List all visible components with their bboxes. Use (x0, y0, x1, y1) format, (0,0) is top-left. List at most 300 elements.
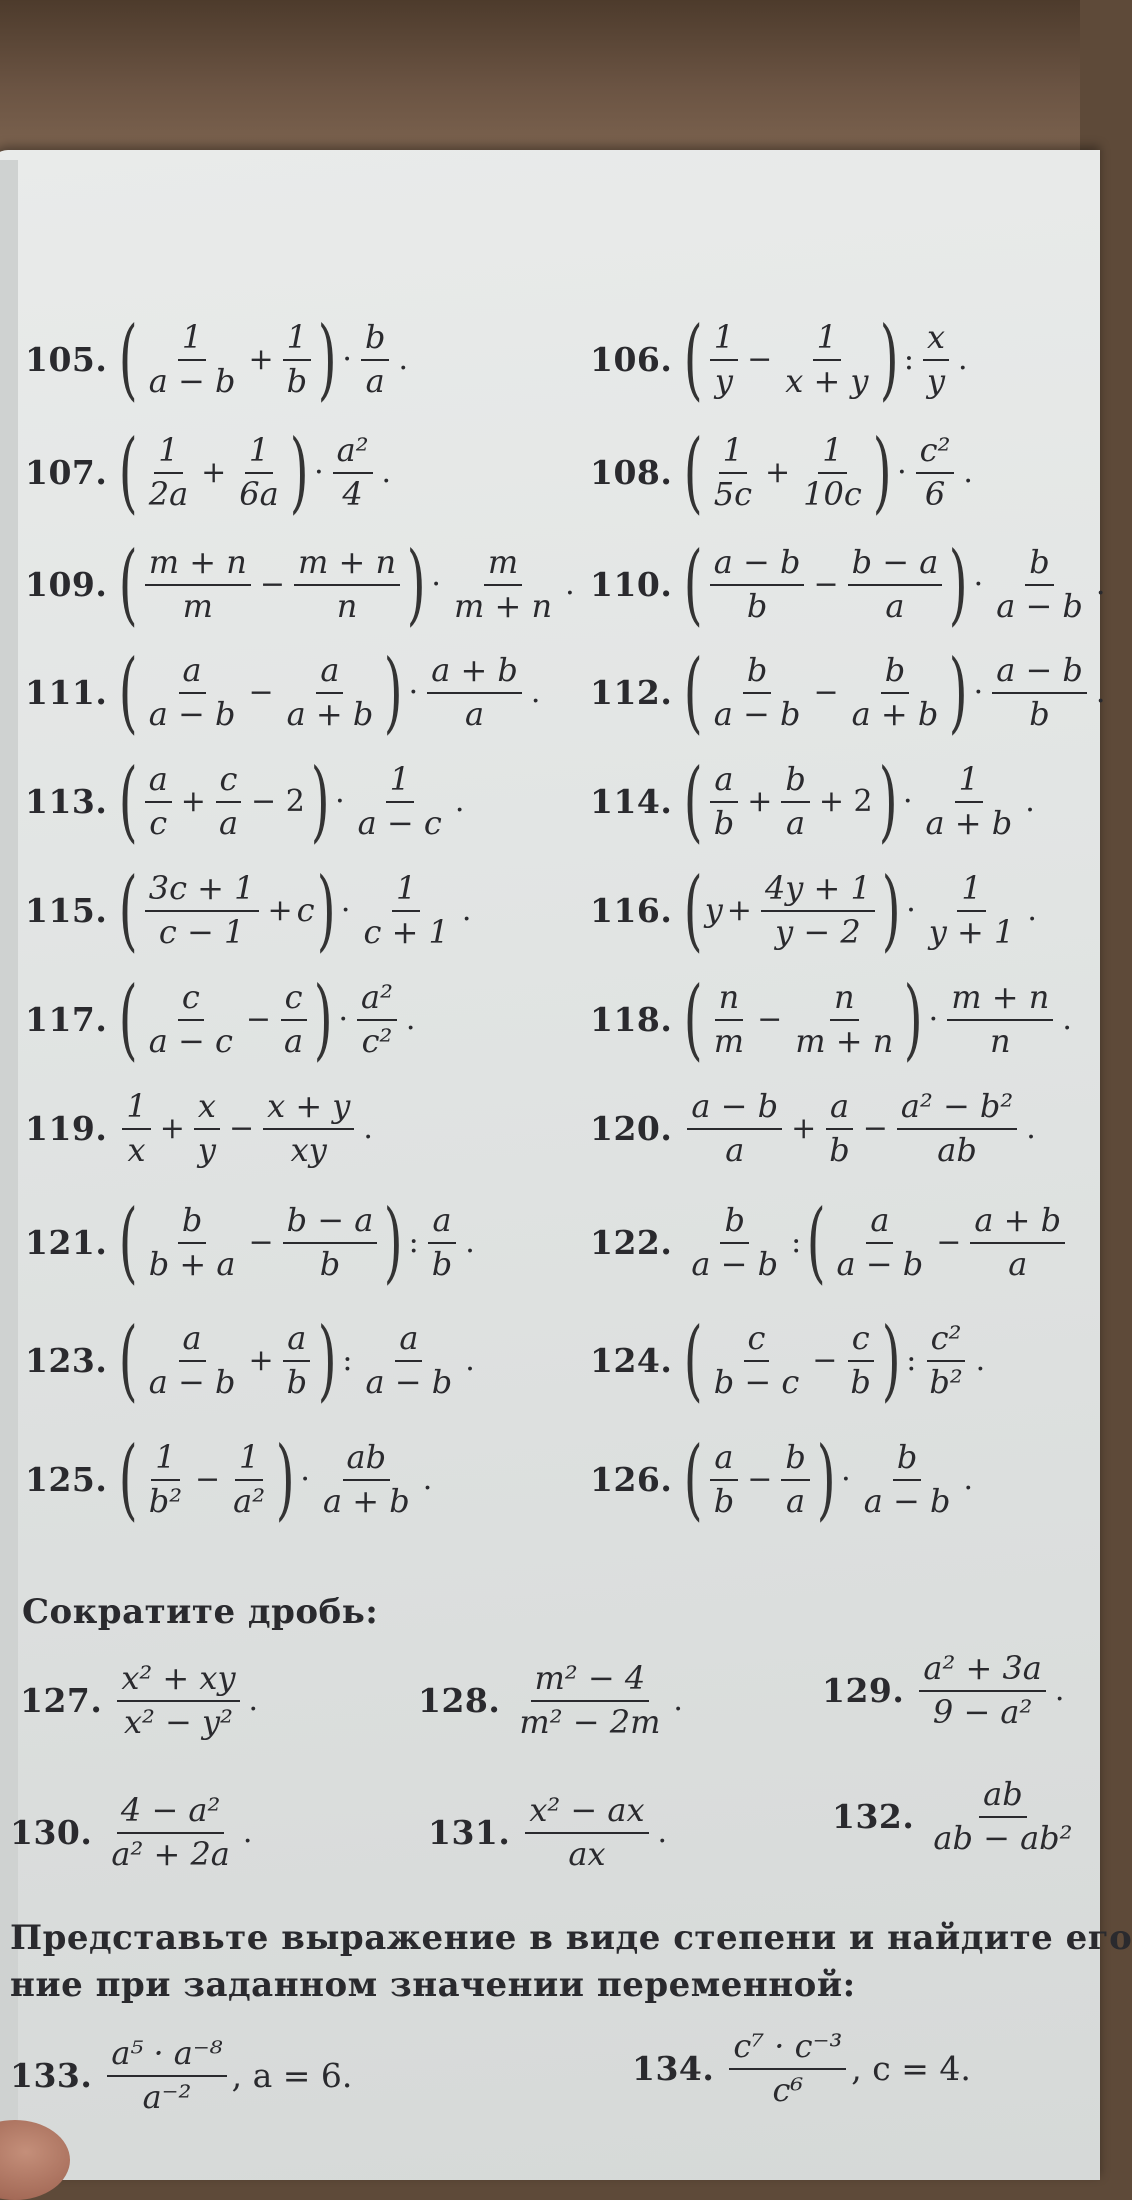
left-paren: ( (119, 749, 138, 852)
exercise-number: 125. (25, 1459, 108, 1499)
operator: · (335, 783, 345, 819)
operator: . (673, 1682, 683, 1718)
operator: . (657, 1814, 668, 1850)
exercise-108 (590, 420, 977, 523)
fraction (825, 1088, 853, 1169)
fraction (710, 761, 738, 842)
denominator: ab − ab² (933, 1818, 1073, 1857)
exercise-123 (25, 1308, 479, 1411)
numerator: a + b (970, 1202, 1065, 1244)
exercise-109 (25, 532, 579, 635)
right-paren: ) (384, 640, 403, 743)
numerator: 1 (245, 432, 273, 474)
denominator: a − b (148, 1362, 236, 1401)
left-paren: ( (684, 640, 703, 743)
fraction (107, 1792, 234, 1873)
operator: · (906, 892, 916, 928)
fraction (970, 1202, 1065, 1283)
exercise-117 (25, 967, 419, 1070)
numerator: c (178, 979, 204, 1021)
numerator: b (1025, 544, 1053, 586)
denominator: a − b (863, 1481, 951, 1520)
fraction (860, 1439, 955, 1520)
left-paren: ( (119, 420, 138, 523)
left-paren: ( (806, 1190, 826, 1293)
section-heading-power-line2: ние при заданном значении переменной: (10, 1965, 856, 2005)
numerator: b (361, 319, 389, 361)
denominator: a − b (148, 694, 236, 733)
denominator: a (786, 1481, 806, 1520)
denominator: b − c (713, 1362, 800, 1401)
fraction (362, 1320, 457, 1401)
numerator: 1 (392, 870, 420, 912)
operator: . (1062, 1001, 1072, 1037)
numerator: a (866, 1202, 893, 1244)
exercise-number: 108. (590, 452, 673, 492)
fraction (848, 544, 943, 625)
denominator: a − b (148, 361, 236, 400)
numerator: a (145, 761, 172, 803)
numerator: 1 (122, 1088, 150, 1130)
operator: − 2 (251, 783, 305, 819)
operator: . (465, 1224, 475, 1260)
right-paren: ) (289, 420, 309, 523)
exercise-number: 127. (20, 1680, 103, 1720)
denominator: a (365, 361, 385, 400)
exercise-number: 131. (428, 1812, 511, 1852)
exercise-128 (418, 1660, 687, 1741)
denominator: a + b (286, 694, 374, 733)
right-paren: ) (816, 1427, 836, 1530)
denominator: y + 1 (928, 912, 1015, 951)
denominator: a (786, 803, 806, 842)
numerator: 1 (235, 1439, 263, 1481)
operator: − (747, 1461, 773, 1497)
numerator: a (179, 652, 206, 694)
denominator: m + n (795, 1021, 894, 1060)
fraction (283, 319, 311, 400)
denominator: c + 1 (363, 912, 449, 951)
denominator: c⁶ (772, 2070, 804, 2109)
exercise-131 (428, 1792, 671, 1873)
fraction (710, 1320, 804, 1401)
operator: . (958, 341, 968, 377)
fraction (925, 1320, 966, 1401)
numerator: c⁷ · c⁻³ (729, 2028, 846, 2070)
section-heading-power-line1: Представьте выражение в виде степени и найдите его (10, 1918, 1132, 1958)
fraction (947, 979, 1053, 1060)
numerator: b (881, 652, 909, 694)
operator: . (963, 454, 973, 490)
operator: . (454, 783, 465, 819)
numerator: b (781, 761, 809, 803)
denominator: a − b (365, 1362, 453, 1401)
fraction (729, 2028, 846, 2109)
fraction (921, 761, 1016, 842)
exercise-122 (590, 1190, 1070, 1293)
operator: . (248, 1682, 259, 1718)
operator: + (248, 341, 274, 377)
exercise-113 (25, 749, 468, 852)
fraction (992, 544, 1087, 625)
denominator: a + b (322, 1481, 410, 1520)
operator: · (340, 892, 351, 928)
fraction (283, 1320, 311, 1401)
section-heading-reduce: Сократите дробь: (22, 1592, 379, 1632)
numerator: a² − b² (897, 1088, 1017, 1130)
denominator: a (218, 803, 239, 842)
left-paren: ( (119, 1427, 138, 1530)
denominator: x + y (785, 361, 869, 400)
operator: · (973, 566, 984, 602)
denominator: ax (568, 1834, 606, 1873)
numerator: c (848, 1320, 874, 1362)
right-paren: ) (904, 967, 923, 1070)
fraction (833, 1202, 928, 1283)
fraction (145, 1320, 240, 1401)
numerator: 1 (151, 1439, 179, 1481)
denominator: 2a (148, 474, 189, 513)
denominator: b (713, 803, 735, 842)
operator: : (903, 341, 914, 377)
operator: − (757, 1001, 783, 1037)
exercise-number: 117. (25, 999, 108, 1039)
numerator: m + n (145, 544, 251, 586)
operator: . (963, 1461, 973, 1497)
numerator: c (744, 1320, 770, 1362)
denominator: y (197, 1130, 216, 1169)
fraction (992, 652, 1087, 733)
denominator: b + a (148, 1244, 236, 1283)
operator: . (1025, 783, 1035, 819)
numerator: b (743, 652, 771, 694)
denominator: n (336, 586, 358, 625)
exercise-125 (25, 1427, 436, 1530)
fraction (107, 2035, 226, 2116)
denominator: a (725, 1130, 745, 1169)
left-paren: ( (684, 858, 703, 961)
operator: − (862, 1110, 888, 1146)
numerator: b (893, 1439, 921, 1481)
exercise-130 (10, 1792, 256, 1873)
operator: · (897, 454, 907, 490)
operator: · (314, 454, 324, 490)
numerator: c (281, 979, 307, 1021)
fraction (145, 1202, 240, 1283)
fraction (799, 432, 866, 513)
numerator: a + b (427, 652, 522, 694)
operator: + (159, 1110, 185, 1146)
fraction (283, 652, 378, 733)
numerator: 1 (178, 319, 206, 361)
operator: : (906, 1342, 917, 1378)
numerator: m (484, 544, 522, 586)
numerator: x + y (263, 1088, 354, 1130)
exercise-number: 106. (590, 339, 673, 379)
operator: − (812, 1342, 838, 1378)
denominator: c² (361, 1021, 393, 1060)
denominator: a + b (925, 803, 1013, 842)
denominator: 4 (342, 474, 363, 513)
denominator: b (431, 1244, 453, 1283)
denominator: b² (148, 1481, 183, 1520)
denominator: a² + 2a (111, 1834, 230, 1873)
denominator: a⁻² (142, 2077, 192, 2116)
fraction (359, 870, 452, 951)
operator: . (465, 1342, 475, 1378)
numerator: a − b (992, 652, 1087, 694)
numerator: 4y + 1 (761, 870, 875, 912)
variable: y (704, 891, 723, 929)
exercise-number: 126. (590, 1459, 673, 1499)
denominator: b (1029, 694, 1050, 733)
right-paren: ) (881, 858, 901, 961)
numerator: b (781, 1439, 809, 1481)
denominator: a − b (691, 1244, 779, 1283)
exercise-118 (590, 967, 1076, 1070)
right-paren: ) (878, 749, 898, 852)
exercise-115 (25, 858, 475, 961)
operator: − (195, 1461, 221, 1497)
fraction (427, 652, 522, 733)
numerator: a − b (687, 1088, 782, 1130)
denominator: n (989, 1021, 1011, 1060)
fraction (145, 870, 259, 951)
fraction (710, 1439, 738, 1520)
condition-text: , c = 4. (851, 2048, 971, 2088)
numerator: b − a (283, 1202, 378, 1244)
left-paren: ( (119, 1190, 138, 1293)
fraction (294, 544, 400, 625)
operator: · (902, 783, 913, 819)
numerator: b (720, 1202, 748, 1244)
fraction (354, 761, 446, 842)
numerator: 1 (710, 319, 738, 361)
exercise-126 (590, 1427, 977, 1530)
numerator: m² − 4 (531, 1660, 650, 1702)
fraction (145, 979, 237, 1060)
operator: + (747, 783, 773, 819)
fraction (235, 432, 282, 513)
numerator: 1 (386, 761, 414, 803)
right-paren: ) (949, 640, 968, 743)
numerator: a (316, 652, 343, 694)
operator: : (408, 1224, 419, 1260)
fraction (781, 1439, 809, 1520)
denominator: a + b (851, 694, 939, 733)
numerator: a² (357, 979, 397, 1021)
numerator: x (194, 1088, 220, 1130)
left-paren: ( (684, 1427, 703, 1530)
denominator: a − b (713, 694, 801, 733)
fraction (357, 979, 397, 1060)
numerator: n (830, 979, 859, 1021)
right-paren: ) (316, 858, 336, 961)
right-paren: ) (317, 1308, 337, 1411)
operator: : (342, 1342, 353, 1378)
left-paren: ( (119, 967, 138, 1070)
exercise-number: 122. (590, 1222, 673, 1262)
numerator: 1 (957, 870, 985, 912)
fraction (145, 1439, 186, 1520)
denominator: b (319, 1244, 341, 1283)
numerator: 1 (283, 319, 311, 361)
fraction (215, 761, 242, 842)
exercise-number: 115. (25, 890, 108, 930)
left-paren: ( (684, 749, 703, 852)
fraction (710, 432, 756, 513)
fraction (145, 544, 251, 625)
exercise-106 (590, 307, 972, 410)
right-paren: ) (317, 307, 337, 410)
left-paren: ( (684, 967, 703, 1070)
denominator: ab (937, 1130, 977, 1169)
operator: · (928, 1001, 939, 1037)
operator: · (300, 1461, 310, 1497)
denominator: 9 − a² (932, 1692, 1033, 1731)
operator: . (422, 1461, 433, 1497)
fraction (333, 432, 373, 513)
denominator: m (713, 1021, 745, 1060)
operator: : (791, 1224, 802, 1260)
denominator: x² − y² (123, 1702, 233, 1741)
numerator: ab (343, 1439, 391, 1481)
exercise-number: 110. (590, 564, 673, 604)
operator: + (791, 1110, 817, 1146)
denominator: xy (290, 1130, 327, 1169)
exercise-129 (822, 1650, 1068, 1731)
numerator: 1 (154, 432, 182, 474)
operator: . (363, 1110, 373, 1146)
operator: . (398, 341, 408, 377)
numerator: a² (333, 432, 373, 474)
numerator: a (826, 1088, 853, 1130)
fraction (781, 319, 872, 400)
fraction (687, 1202, 782, 1283)
exercise-124 (590, 1308, 989, 1411)
fraction (916, 432, 955, 513)
denominator: m (182, 586, 213, 625)
left-paren: ( (684, 420, 703, 523)
right-paren: ) (881, 1308, 901, 1411)
operator: . (1095, 674, 1106, 710)
denominator: 6a (239, 474, 279, 513)
denominator: y (926, 361, 946, 400)
numerator: 1 (719, 432, 747, 474)
exercise-107 (25, 420, 395, 523)
numerator: x (923, 319, 949, 361)
denominator: b² (929, 1362, 963, 1401)
operator: · (342, 341, 352, 377)
exercise-number: 132. (832, 1796, 915, 1836)
operator: − (248, 1224, 274, 1260)
exercise-number: 120. (590, 1108, 673, 1148)
exercise-number: 105. (25, 339, 108, 379)
numerator: 1 (818, 432, 846, 474)
numerator: 4 − a² (117, 1792, 224, 1834)
exercise-number: 124. (590, 1340, 673, 1380)
denominator: b (850, 1362, 871, 1401)
denominator: c − 1 (158, 912, 245, 951)
denominator: b (829, 1130, 850, 1169)
fraction (145, 761, 172, 842)
fraction (710, 652, 805, 733)
exercise-number: 123. (25, 1340, 108, 1380)
fraction (361, 319, 389, 400)
operator: − (228, 1110, 255, 1146)
denominator: b (286, 361, 308, 400)
denominator: a (885, 586, 905, 625)
denominator: m² − 2m (519, 1702, 661, 1741)
exercise-number: 129. (822, 1670, 905, 1710)
fraction (710, 544, 805, 625)
denominator: b (746, 586, 768, 625)
operator: − (813, 674, 839, 710)
fraction (145, 432, 192, 513)
operator: . (405, 1001, 416, 1037)
numerator: a⁵ · a⁻⁸ (107, 2035, 226, 2077)
operator: + (248, 1342, 274, 1378)
exercise-number: 130. (10, 1812, 93, 1852)
numerator: b − a (848, 544, 943, 586)
denominator: 6 (924, 474, 946, 513)
operator: . (461, 892, 472, 928)
operator: − (259, 566, 285, 602)
operator: + (726, 892, 752, 928)
denominator: c (149, 803, 168, 842)
exercise-number: 128. (418, 1680, 501, 1720)
operator: · (408, 674, 419, 710)
operator: . (1095, 566, 1106, 602)
condition-text: , a = 6. (231, 2055, 353, 2095)
numerator: 1 (813, 319, 841, 361)
numerator: ab (979, 1776, 1027, 1818)
numerator: a (710, 761, 737, 803)
numerator: x² − ax (525, 1792, 648, 1834)
exercise-120 (590, 1088, 1040, 1169)
operator: . (242, 1814, 253, 1850)
exercise-number: 107. (25, 452, 108, 492)
operator: · (431, 566, 441, 602)
denominator: a² (233, 1481, 266, 1520)
fraction (117, 1660, 239, 1741)
left-paren: ( (684, 1308, 703, 1411)
fraction (145, 319, 240, 400)
operator: + (201, 454, 227, 490)
denominator: x (127, 1130, 146, 1169)
numerator: c² (916, 432, 955, 474)
left-paren: ( (684, 307, 703, 410)
operator: . (1054, 1672, 1065, 1708)
numerator: 1 (955, 761, 983, 803)
denominator: 5c (713, 474, 752, 513)
operator: + (267, 892, 293, 928)
left-paren: ( (119, 307, 138, 410)
right-paren: ) (406, 532, 426, 635)
operator: − (747, 341, 773, 377)
exercise-number: 133. (10, 2055, 93, 2095)
denominator: a − b (996, 586, 1083, 625)
variable: c (296, 891, 315, 929)
exercise-number: 111. (25, 672, 108, 712)
fraction (450, 544, 556, 625)
numerator: c (216, 761, 242, 803)
fraction (848, 652, 943, 733)
fraction (846, 1320, 874, 1401)
operator: − (936, 1224, 962, 1260)
right-paren: ) (949, 532, 968, 635)
operator: . (1026, 1110, 1036, 1146)
